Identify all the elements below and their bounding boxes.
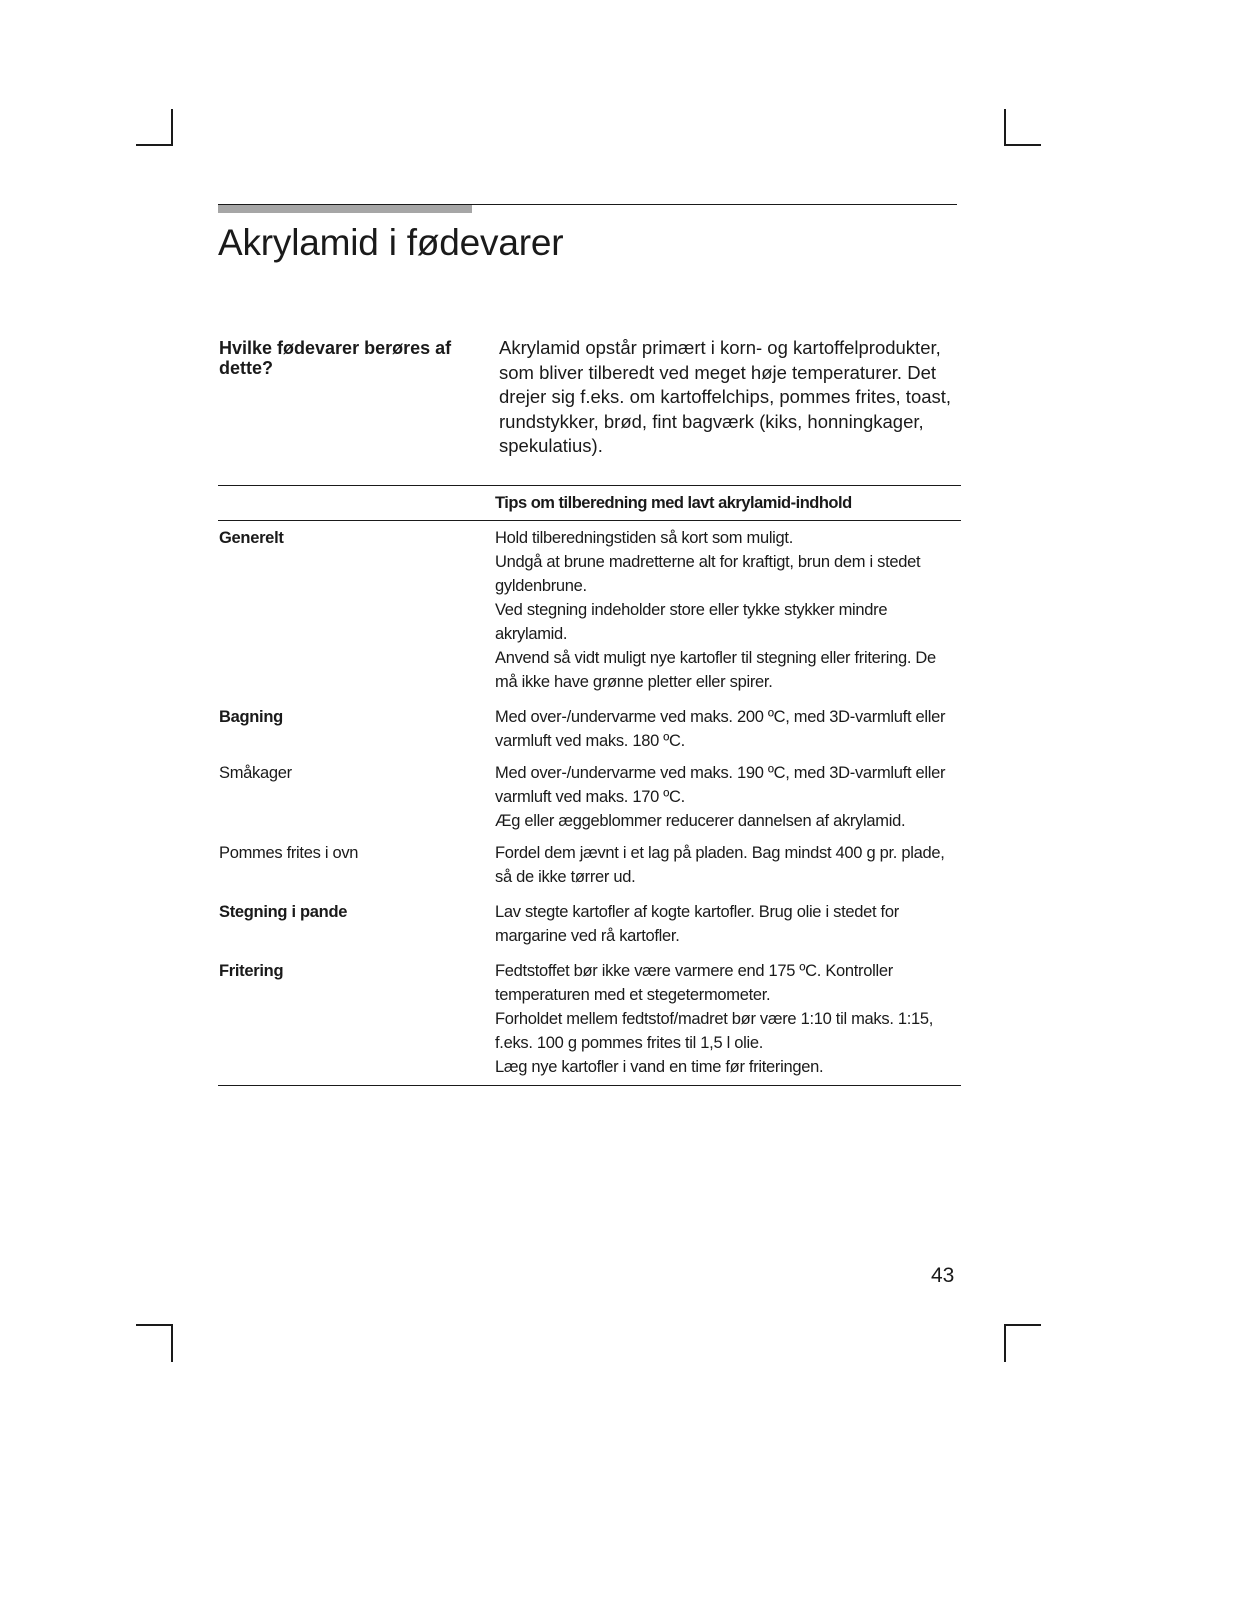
tip-text: Med over-/undervarme ved maks. 190 ºC, med 3D-varmluft eller varmluft ved maks. 170 ºC. <box>495 764 946 806</box>
row-category-stegning: Stegning i pande <box>219 903 348 921</box>
row-tips-bagning <box>495 694 961 753</box>
crop-mark-top-left-vertical <box>171 109 173 146</box>
tip-text: Læg nye kartofler i vand en time før friteringen. <box>495 1058 824 1076</box>
row-tips-generelt <box>495 521 961 695</box>
intro-question: Hvilke fødevarer berøres af dette? <box>219 338 452 378</box>
crop-mark-bottom-left-vertical <box>171 1324 173 1362</box>
row-tips-stegning <box>495 889 961 948</box>
tip-text: Fordel dem jævnt i et lag på pladen. Bag mindst 400 g pr. plade, så de ikke tørrer ud. <box>495 844 945 886</box>
row-tips-fritering <box>495 948 961 1086</box>
row-category-pommes-frites: Pommes frites i ovn <box>219 844 359 862</box>
crop-mark-bottom-left-horizontal <box>136 1324 173 1326</box>
tip-text: Med over-/undervarme ved maks. 200 ºC, med 3D-varmluft eller varmluft ved maks. 180 ºC. <box>495 708 946 750</box>
table-row <box>218 694 961 753</box>
tip-text: Hold tilberedningstiden så kort som muligt. <box>495 529 793 547</box>
crop-mark-top-right-vertical <box>1004 109 1006 146</box>
tip-text: Fedtstoffet bør ikke være varmere end 175 ºC. Kontroller temperaturen med et stegetermometer. <box>495 962 893 1004</box>
tip-text: Ved stegning indeholder store eller tykke stykker mindre akrylamid. <box>495 601 888 643</box>
tip-text: Undgå at brune madretterne alt for kraftigt, brun dem i stedet gyldenbrune. <box>495 553 921 595</box>
row-tips-smaakager <box>495 753 961 833</box>
crop-mark-bottom-right-vertical <box>1004 1324 1006 1362</box>
tips-table <box>218 485 961 1086</box>
row-tips-pommes-frites <box>495 833 961 889</box>
row-category-generelt: Generelt <box>219 529 284 547</box>
tip-text: Lav stegte kartofler af kogte kartofler. Brug olie i stedet for margarine ved rå kartofler. <box>495 903 899 945</box>
tip-text: Forholdet mellem fedtstof/madret bør være 1:10 til maks. 1:15, f.eks. 100 g pommes frites til 1,5 l olie. <box>495 1010 934 1052</box>
crop-mark-top-right-horizontal <box>1004 144 1041 146</box>
page-title: Akrylamid i fødevarer <box>218 222 564 263</box>
row-category-bagning: Bagning <box>219 708 283 726</box>
crop-mark-bottom-right-horizontal <box>1004 1324 1041 1326</box>
intro-answer: Akrylamid opstår primært i korn- og kartoffelprodukter, som bliver tilberedt ved meget høje temperaturer. Det drejer sig f.eks. om kartoffelchips, pommes frites, toast, rundstykker, brød, fint bagværk (kiks, honningkager, spekulatius). <box>499 337 952 456</box>
table-row <box>218 948 961 1086</box>
tips-table-header-blank <box>218 486 495 521</box>
table-row <box>218 521 961 695</box>
crop-mark-top-left-horizontal <box>136 144 173 146</box>
page-number: 43 <box>931 1264 955 1287</box>
row-category-smaakager: Småkager <box>219 764 292 782</box>
tips-table-header: Tips om tilberedning med lavt akrylamid-indhold <box>495 486 961 521</box>
table-row <box>218 833 961 889</box>
table-row <box>218 753 961 833</box>
tip-text: Anvend så vidt muligt nye kartofler til stegning eller fritering. De må ikke have grønne pletter eller spirer. <box>495 649 936 691</box>
header-accent-bar <box>218 205 472 213</box>
tip-text: Æg eller æggeblommer reducerer dannelsen af akrylamid. <box>495 812 906 830</box>
tips-table-header-row <box>218 486 961 521</box>
table-row <box>218 889 961 948</box>
row-category-fritering: Fritering <box>218 948 495 1086</box>
